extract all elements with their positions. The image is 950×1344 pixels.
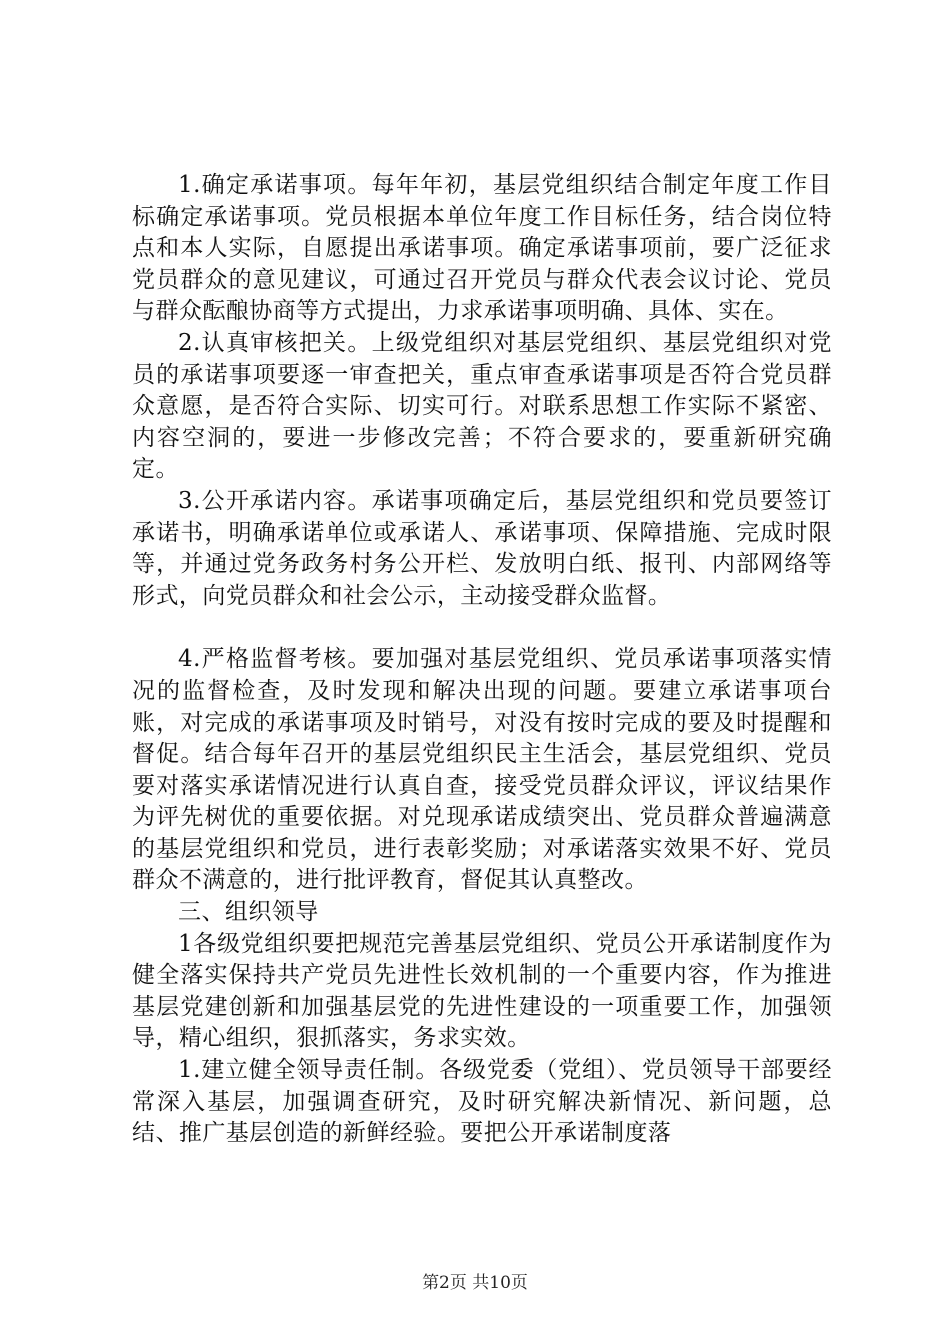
paragraph-2: 2.认真审核把关。上级党组织对基层党组织、基层党组织对党员的承诺事项要逐一审查把关，重点审查承诺事项是否符合党员群众意愿，是否符合实际、切实可行。对联系思想工作实际不紧密、内容空洞的，要进一步修改完善；不符合要求的，要重新研究确定。 — [132, 329, 832, 483]
paragraph-6: 1.建立健全领导责任制。各级党委（党组）、党员领导干部要经常深入基层，加强调查研究，及时研究解决新情况、新问题，总结、推广基层创造的新鲜经验。要把公开承诺制度落 — [132, 1057, 832, 1147]
section-heading-3: 三、组织领导 — [178, 899, 319, 926]
paragraph-1: 1.确定承诺事项。每年年初，基层党组织结合制定年度工作目标确定承诺事项。党员根据本单位年度工作目标任务，结合岗位特点和本人实际，自愿提出承诺事项。确定承诺事项前，要广泛征求党员群众的意见建议，可通过召开党员与群众代表会议讨论、党员与群众酝酿协商等方式提出，力求承诺事项明确、具体、实在。 — [132, 172, 832, 325]
document-body — [132, 170, 832, 1150]
page-number-footer: 第2页 共10页 — [422, 1273, 528, 1293]
paragraph-5: 1各级党组织要把规范完善基层党组织、党员公开承诺制度作为健全落实保持共产党员先进性长效机制的一个重要内容，作为推进基层党建创新和加强基层党的先进性建设的一项重要工作，加强领导，精心组织，狠抓落实，务求实效。 — [132, 930, 832, 1052]
paragraph-3: 3.公开承诺内容。承诺事项确定后，基层党组织和党员要签订承诺书，明确承诺单位或承诺人、承诺事项、保障措施、完成时限等，并通过党务政务村务公开栏、发放明白纸、报刊、内部网络等形式，向党员群众和社会公示，主动接受群众监督。 — [132, 487, 832, 609]
paragraph-4: 4.严格监督考核。要加强对基层党组织、党员承诺事项落实情况的监督检查，及时发现和解决出现的问题。要建立承诺事项台账，对完成的承诺事项及时销号，对没有按时完成的要及时提醒和督促。结合每年召开的基层党组织民主生活会，基层党组织、党员要对落实承诺情况进行认真自查，接受党员群众评议，评议结果作为评先树优的重要依据。对兑现承诺成绩突出、党员群众普遍满意的基层党组织和党员，进行表彰奖励；对承诺落实效果不好、党员群众不满意的，进行批评教育，督促其认真整改。 — [132, 646, 832, 894]
